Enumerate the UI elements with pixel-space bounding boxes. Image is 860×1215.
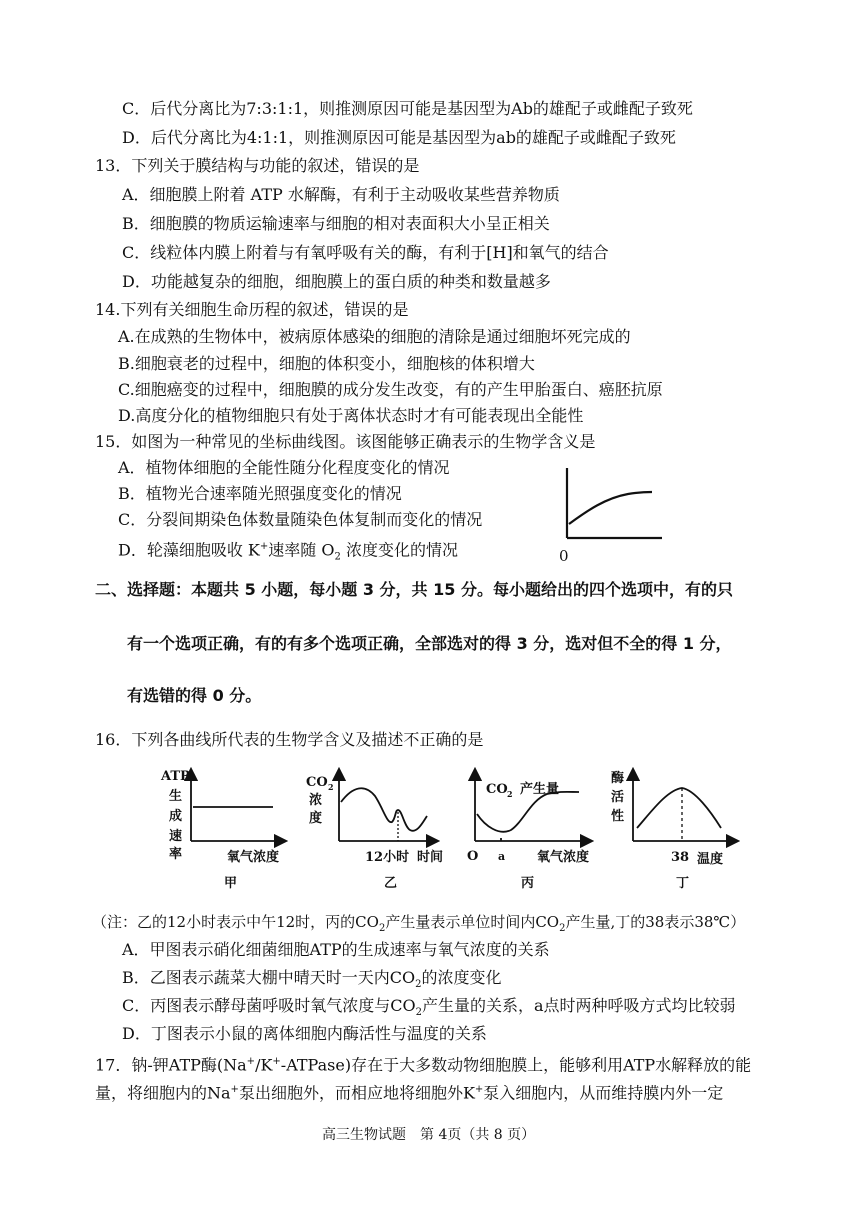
q16b-sub: 2 [415, 979, 422, 991]
q16-figure [155, 764, 740, 899]
q12-option-d: D．后代分离比为4:1:1，则推测原因可能是基因型为ab的雄配子或雌配子致死 [122, 128, 676, 147]
q14-option-a: A.在成熟的生物体中，被病原体感染的细胞的清除是通过细胞坏死完成的 [118, 327, 631, 346]
q17-l2-sup-2: + [474, 1084, 484, 1095]
section2-heading-line3: 有选错的得 0 分。 [127, 686, 262, 705]
bing-caption: 丙 [521, 876, 535, 891]
ding-ylabel-2: 活 [611, 790, 625, 805]
q17-l1-sup-1: + [246, 1056, 256, 1067]
q15-graph [550, 462, 670, 566]
q15-stem: 15．如图为一种常见的坐标曲线图。该图能够正确表示的生物学含义是 [95, 432, 596, 451]
jia-ylabel-4: 速 [169, 829, 183, 844]
q15d-text-2: 速率随 O [268, 540, 335, 560]
q16-option-a: A．甲图表示硝化细菌细胞ATP的生成速率与氧气浓度的关系 [122, 940, 550, 959]
yi-ylabel-3: 度 [309, 811, 323, 826]
yi-x-tick: 12小时 [365, 850, 410, 865]
yi-xlabel: 时间 [417, 850, 444, 865]
ding-xlabel: 温度 [697, 852, 724, 867]
q16-option-c [122, 996, 736, 1023]
page-footer: 高三生物试题 第 4页（共 8 页） [322, 1127, 536, 1143]
q17-line2 [95, 1080, 723, 1103]
q16c-text-2: 产生量的关系，a点时两种呼吸方式均比较弱 [421, 996, 736, 1015]
bing-title-rest: 产生量 [520, 782, 560, 797]
q16-option-d: D．丁图表示小鼠的离体细胞内酶活性与温度的关系 [122, 1024, 487, 1043]
bing-xlabel: 氧气浓度 [537, 850, 590, 865]
yi-ylabel-sub: 2 [328, 782, 334, 792]
q15-origin-label: 0 [559, 547, 569, 565]
q15-option-c: C．分裂间期染色体数量随染色体复制而变化的情况 [118, 510, 483, 529]
jia-caption: 甲 [224, 876, 238, 891]
yi-curve [341, 788, 427, 831]
yi-ylabel-2: 浓 [309, 793, 323, 808]
ding-curve [637, 788, 721, 828]
bing-tick-a: a [498, 850, 506, 863]
q16-stem: 16．下列各曲线所代表的生物学含义及描述不正确的是 [95, 730, 484, 749]
q15d-text-1: D．轮藻细胞吸收 K [118, 540, 260, 560]
bing-origin: O [467, 849, 479, 864]
q15d-text-3: 浓度变化的情况 [340, 540, 458, 560]
graph-ding [610, 770, 733, 891]
jia-ylabel-5: 率 [169, 847, 183, 862]
q17-l2-text-1: 量，将细胞内的Na [95, 1083, 231, 1103]
q13-option-d: D．功能越复杂的细胞，细胞膜上的蛋白质的种类和数量越多 [122, 272, 551, 291]
q17-l2-sup-1: + [230, 1084, 239, 1095]
q15d-sup: + [259, 541, 269, 552]
ding-x-tick: 38 [671, 850, 690, 865]
q14-option-b: B.细胞衰老的过程中，细胞的体积变小，细胞核的体积增大 [118, 354, 535, 373]
ding-ylabel-3: 性 [611, 809, 625, 824]
graph-bing [467, 774, 589, 891]
q14-option-c: C.细胞癌变的过程中，细胞膜的成分发生改变，有的产生甲胎蛋白、癌胚抗原 [118, 380, 663, 399]
q15d-sub: 2 [334, 551, 341, 563]
q16c-text-1: C．丙图表示酵母菌呼吸时氧气浓度与CO [122, 996, 416, 1015]
q13-option-b: B．细胞膜的物质运输速率与细胞的相对表面积大小呈正相关 [122, 214, 550, 233]
q16-option-b [122, 968, 502, 995]
q14-option-d: D.高度分化的植物细胞只有处于离体状态时才有可能表现出全能性 [118, 406, 584, 425]
section2-heading-line1: 二、选择题：本题共 5 小题，每小题 3 分，共 15 分。每小题给出的四个选项中，有的只 [95, 580, 733, 599]
q17-l1-text-2: /K [255, 1055, 273, 1075]
graph-jia [160, 769, 281, 891]
graph-yi [306, 774, 443, 891]
q17-line1 [95, 1052, 751, 1075]
ding-caption: 丁 [676, 876, 690, 891]
q17-l2-text-2: 泵出细胞外，而相应地将细胞外K [238, 1083, 475, 1103]
yi-caption: 乙 [384, 876, 398, 891]
q12-option-c: C．后代分离比为7:3:1:1，则推测原因可能是基因型为Ab的雄配子或雌配子致死 [122, 99, 693, 118]
q15-curve [569, 492, 652, 524]
q16c-sub: 2 [415, 1007, 422, 1019]
ding-ylabel-1: 酶 [611, 771, 625, 786]
q15-option-b: B．植物光合速率随光照强度变化的情况 [118, 484, 402, 503]
q17-l1-text-3: -ATPase)存在于大多数动物细胞膜上，能够利用ATP水解释放的能 [280, 1055, 752, 1075]
q15-option-d [118, 537, 458, 568]
q16-note [92, 912, 745, 939]
q13-option-a: A．细胞膜上附着 ATP 水解酶，有利于主动吸收某些营养物质 [122, 185, 560, 204]
q13-stem: 13．下列关于膜结构与功能的叙述，错误的是 [95, 156, 420, 175]
bing-title-sub: 2 [507, 789, 513, 799]
q17-l1-text-1: 17．钠-钾ATP酶(Na [95, 1055, 247, 1075]
section2-heading-line2: 有一个选项正确，有的有多个选项正确，全部选对的得 3 分，选对但不全的得 1 分， [127, 634, 732, 653]
q16b-text-2: 的浓度变化 [421, 968, 502, 987]
jia-ylabel-3: 成 [169, 809, 183, 824]
jia-xlabel: 氧气浓度 [227, 850, 280, 865]
note-text-3: 产生量,丁的38表示38℃） [565, 913, 746, 931]
note-text-2: 产生量表示单位时间内CO [385, 913, 560, 931]
note-sub-2: 2 [559, 923, 566, 934]
yi-ylabel-co: CO [306, 775, 328, 790]
q17-l1-sup-2: + [272, 1056, 281, 1067]
q15-option-a: A．植物体细胞的全能性随分化程度变化的情况 [118, 458, 450, 477]
note-sub-1: 2 [378, 923, 386, 934]
bing-title-co: CO [486, 782, 508, 797]
bing-curve [477, 792, 579, 832]
q16b-text-1: B．乙图表示蔬菜大棚中晴天时一天内CO [122, 968, 416, 987]
q13-option-c: C．线粒体内膜上附着与有氧呼吸有关的酶，有利于[H]和氧气的结合 [122, 243, 609, 262]
jia-ylabel-2: 生 [169, 789, 183, 804]
q14-stem: 14.下列有关细胞生命历程的叙述，错误的是 [95, 300, 409, 319]
jia-ylabel-atp: ATP [161, 769, 190, 784]
q17-l2-text-3: 泵入细胞内，从而维持膜内外一定 [483, 1083, 724, 1103]
note-text-1: （注：乙的12小时表示中午12时，丙的CO [92, 913, 379, 931]
